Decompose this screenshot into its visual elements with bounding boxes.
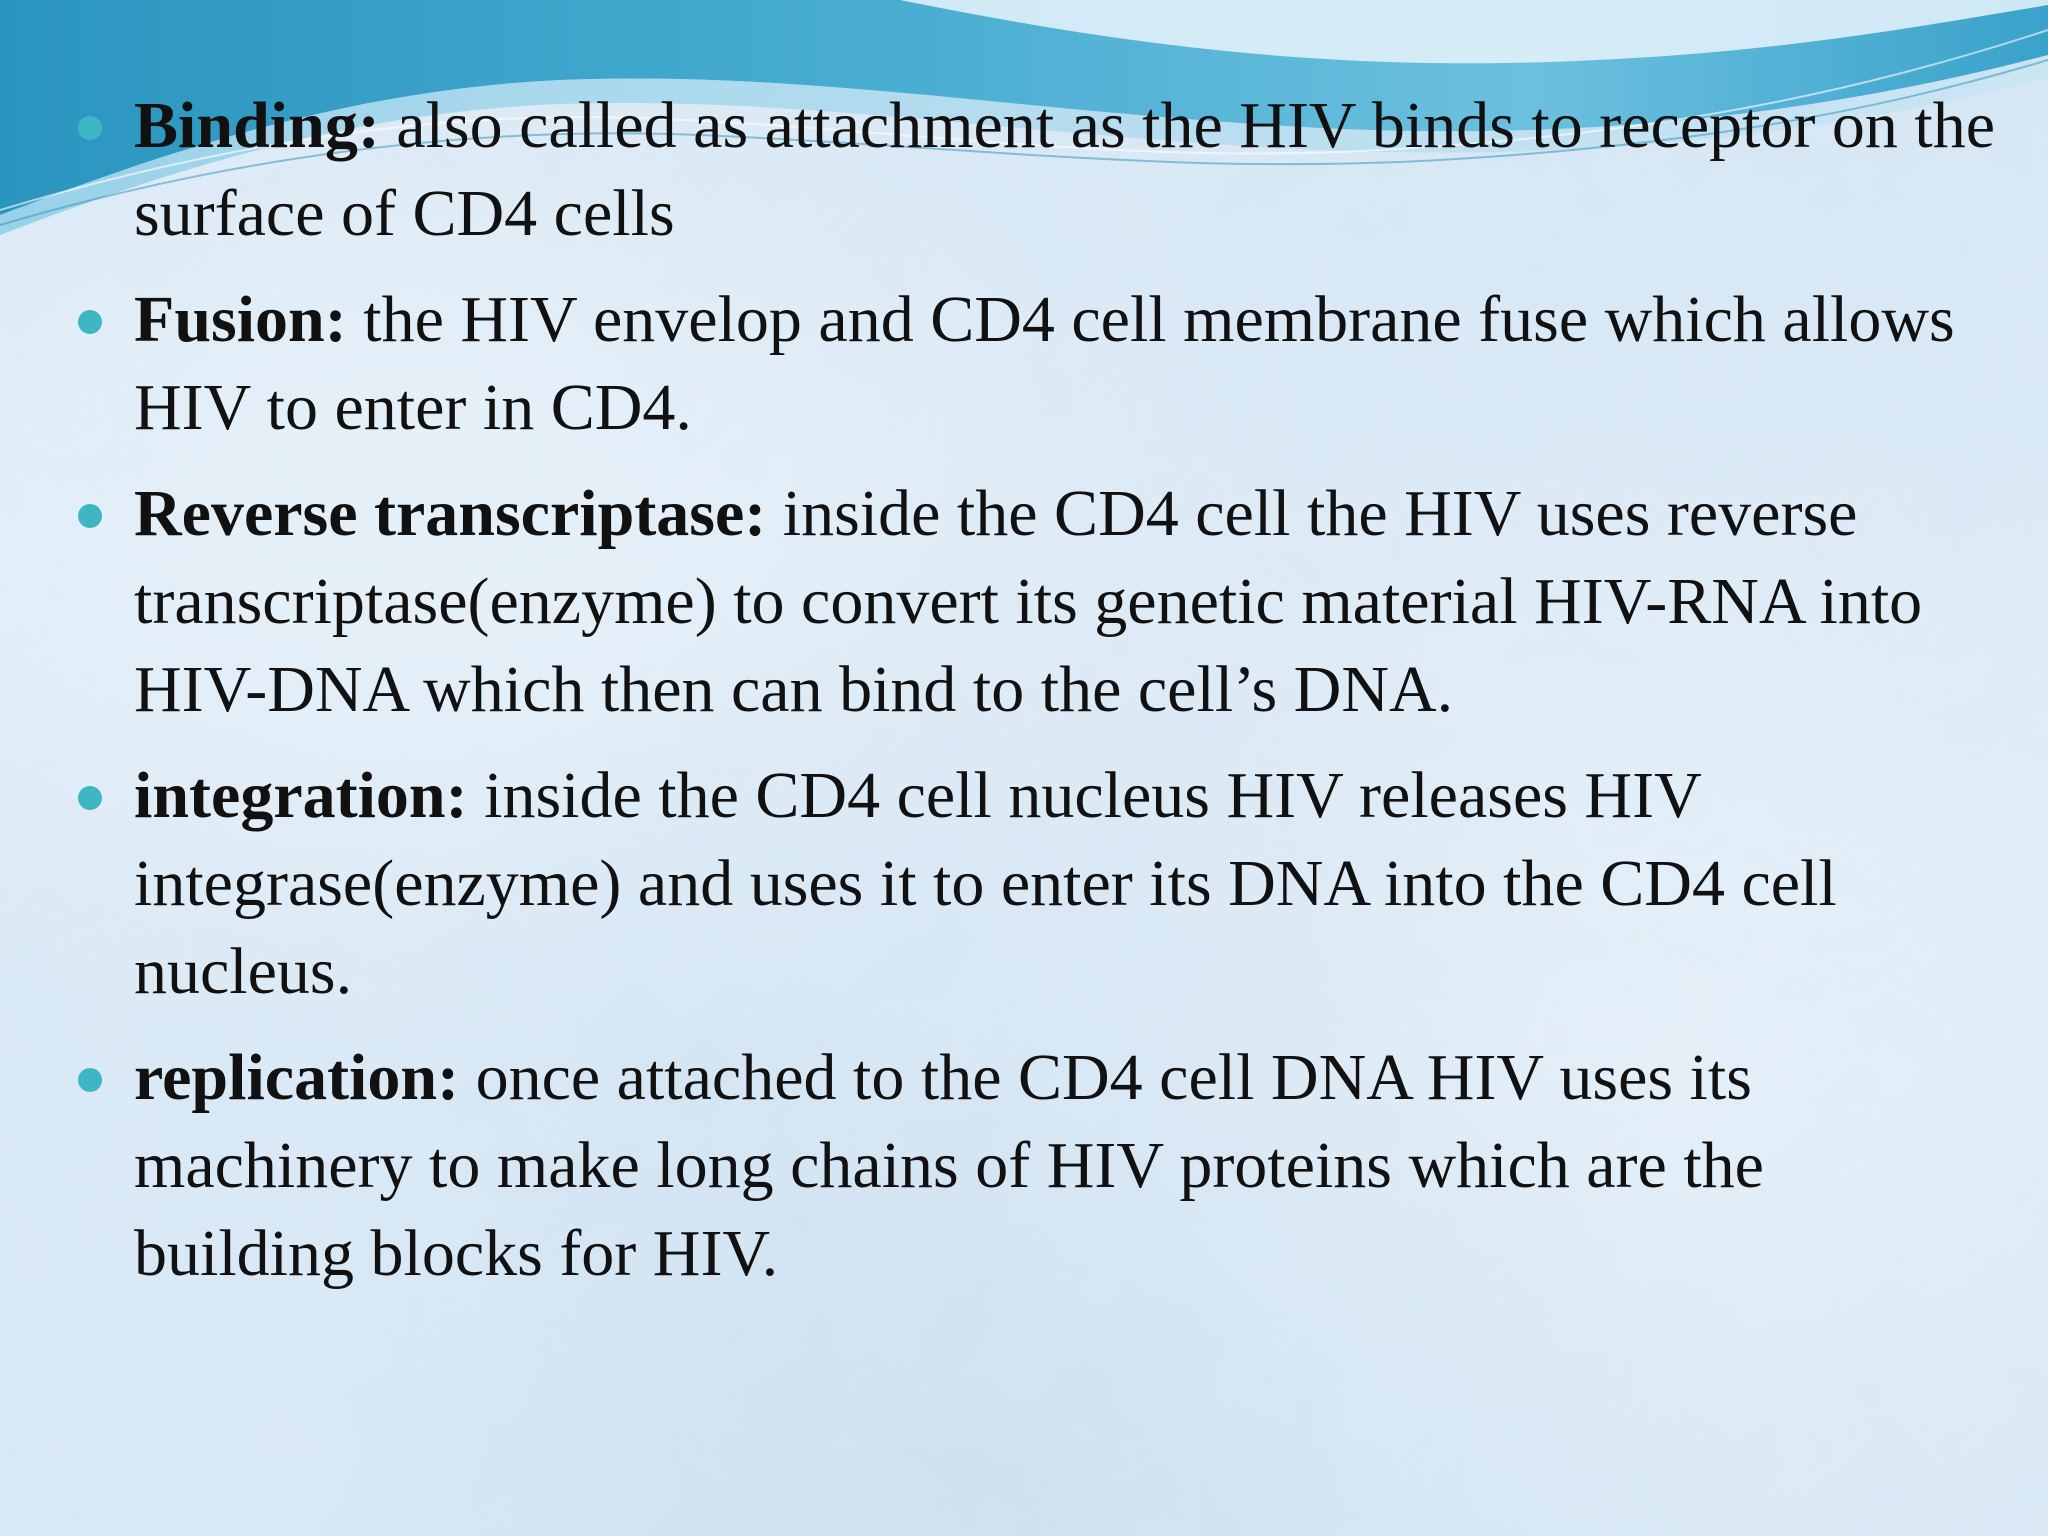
bullet-dot-icon	[78, 786, 102, 810]
bullet-dot-icon	[78, 310, 102, 334]
bullet-dot-icon	[78, 116, 102, 140]
bullet-list	[78, 82, 1998, 1316]
item-term: Binding:	[134, 89, 380, 162]
item-text: the HIV envelop and CD4 cell membrane fuse which allows HIV to enter in CD4.	[134, 283, 1955, 444]
bullet-dot-icon	[78, 504, 102, 528]
item-term: Fusion:	[134, 283, 347, 356]
list-item	[78, 1034, 1998, 1298]
item-text: inside the CD4 cell nucleus HIV releases HIV integrase(enzyme) and uses it to enter its DNA into the CD4 cell nucleus.	[134, 759, 1837, 1008]
bullet-dot-icon	[78, 1068, 102, 1092]
list-item	[78, 470, 1998, 734]
item-text: inside the CD4 cell the HIV uses reverse transcriptase(enzyme) to convert its genetic material HIV-RNA into HIV-DNA which then can bind to the cell’s DNA.	[134, 477, 1923, 726]
item-term: replication:	[134, 1041, 460, 1114]
item-text: also called as attachment as the HIV binds to receptor on the surface of CD4 cells	[134, 89, 1996, 250]
list-item	[78, 752, 1998, 1016]
item-term: Reverse transcriptase:	[134, 477, 767, 550]
list-item	[78, 276, 1998, 452]
item-term: integration:	[134, 759, 468, 832]
list-item	[78, 82, 1998, 258]
item-text: once attached to the CD4 cell DNA HIV uses its machinery to make long chains of HIV proteins which are the building blocks for HIV.	[134, 1041, 1764, 1290]
